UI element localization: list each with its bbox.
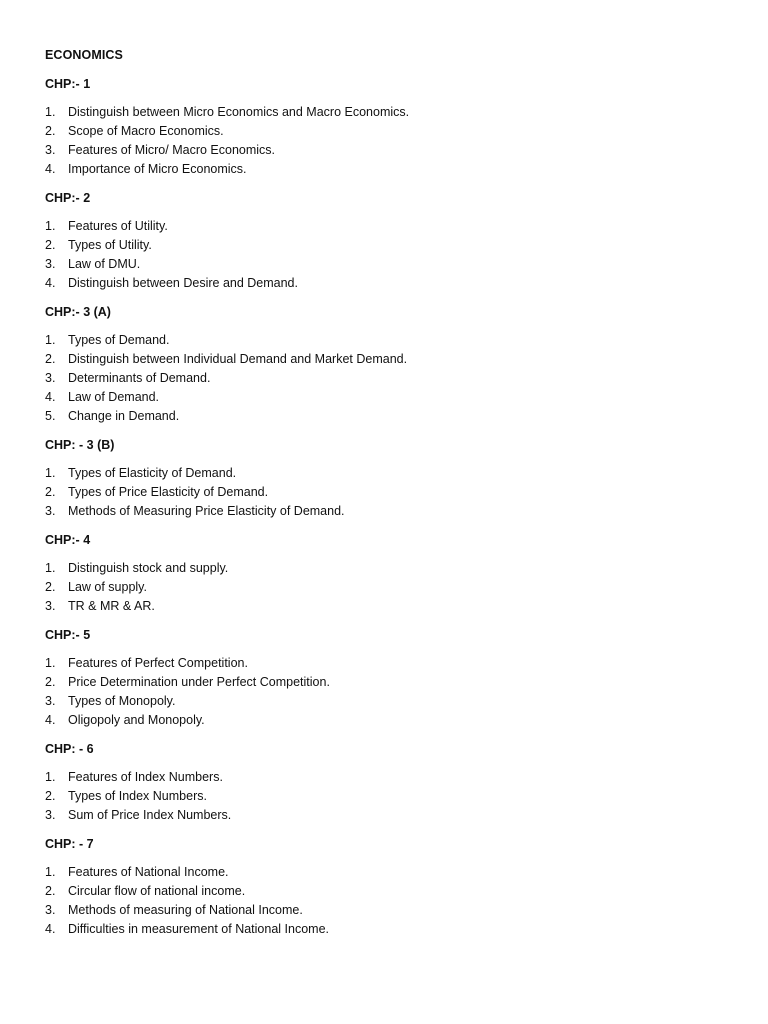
question-item <box>45 768 735 787</box>
question-text: Law of DMU. <box>68 257 141 271</box>
question-number: 1. <box>45 466 56 480</box>
question-number: 2. <box>45 884 56 898</box>
question-item <box>45 787 735 806</box>
question-text: Types of Demand. <box>68 333 170 347</box>
question-text: Distinguish between Individual Demand and Market Demand. <box>68 352 408 366</box>
question-text: Price Determination under Perfect Competition. <box>68 675 330 689</box>
chapter-section <box>45 303 735 426</box>
question-item <box>45 236 735 255</box>
chapter-heading: CHP:- 2 <box>45 191 91 205</box>
chapter-list <box>45 75 735 939</box>
question-text: Sum of Price Index Numbers. <box>68 808 232 822</box>
question-number: 2. <box>45 485 56 499</box>
question-number: 1. <box>45 770 56 784</box>
question-number: 4. <box>45 713 56 727</box>
question-text: Change in Demand. <box>68 409 180 423</box>
question-number: 1. <box>45 656 56 670</box>
question-item <box>45 597 735 616</box>
question-text: Types of Utility. <box>68 238 152 252</box>
question-number: 1. <box>45 105 56 119</box>
chapter-heading: CHP:- 4 <box>45 533 91 547</box>
question-number: 3. <box>45 694 56 708</box>
question-text: Features of Micro/ Macro Economics. <box>68 143 276 157</box>
chapter-heading: CHP: - 7 <box>45 837 94 851</box>
question-text: Features of Index Numbers. <box>68 770 223 784</box>
question-list <box>45 559 735 616</box>
question-text: Types of Monopoly. <box>68 694 176 708</box>
chapter-section <box>45 740 735 825</box>
chapter-section <box>45 531 735 616</box>
document-page <box>45 46 735 949</box>
chapter-section <box>45 189 735 293</box>
question-item <box>45 711 735 730</box>
question-number: 2. <box>45 789 56 803</box>
question-text: Law of Demand. <box>68 390 160 404</box>
chapter-heading: CHP: - 3 (B) <box>45 438 115 452</box>
question-text: Circular flow of national income. <box>68 884 246 898</box>
question-text: Features of National Income. <box>68 865 229 879</box>
question-number: 4. <box>45 390 56 404</box>
question-text: Difficulties in measurement of National Income. <box>68 922 329 936</box>
question-text: Distinguish between Desire and Demand. <box>68 276 298 290</box>
question-item <box>45 464 735 483</box>
question-text: Types of Index Numbers. <box>68 789 207 803</box>
question-number: 2. <box>45 580 56 594</box>
question-item <box>45 692 735 711</box>
chapter-heading: CHP: - 6 <box>45 742 94 756</box>
question-item <box>45 122 735 141</box>
question-number: 4. <box>45 162 56 176</box>
question-list <box>45 768 735 825</box>
document-title: ECONOMICS <box>45 48 123 62</box>
question-item <box>45 388 735 407</box>
question-item <box>45 920 735 939</box>
question-item <box>45 274 735 293</box>
question-number: 2. <box>45 352 56 366</box>
question-item <box>45 578 735 597</box>
question-item <box>45 882 735 901</box>
question-text: Importance of Micro Economics. <box>68 162 247 176</box>
question-text: Features of Utility. <box>68 219 168 233</box>
question-item <box>45 350 735 369</box>
question-list <box>45 103 735 179</box>
chapter-heading: CHP:- 5 <box>45 628 91 642</box>
question-text: Types of Price Elasticity of Demand. <box>68 485 269 499</box>
question-number: 2. <box>45 238 56 252</box>
chapter-section <box>45 835 735 939</box>
chapter-section <box>45 75 735 179</box>
question-list <box>45 654 735 730</box>
question-list <box>45 331 735 426</box>
question-number: 4. <box>45 276 56 290</box>
question-number: 3. <box>45 257 56 271</box>
question-text: Distinguish between Micro Economics and Macro Economics. <box>68 105 410 119</box>
question-text: Distinguish stock and supply. <box>68 561 229 575</box>
question-text: Methods of Measuring Price Elasticity of Demand. <box>68 504 345 518</box>
question-item <box>45 502 735 521</box>
question-number: 3. <box>45 143 56 157</box>
question-text: TR & MR & AR. <box>68 599 155 613</box>
question-item <box>45 407 735 426</box>
question-text: Scope of Macro Economics. <box>68 124 224 138</box>
question-number: 3. <box>45 599 56 613</box>
question-item <box>45 654 735 673</box>
question-number: 2. <box>45 675 56 689</box>
question-list <box>45 464 735 521</box>
question-list <box>45 217 735 293</box>
question-number: 1. <box>45 333 56 347</box>
question-text: Methods of measuring of National Income. <box>68 903 303 917</box>
question-item <box>45 483 735 502</box>
question-item <box>45 559 735 578</box>
question-item <box>45 160 735 179</box>
question-item <box>45 806 735 825</box>
question-item <box>45 255 735 274</box>
question-item <box>45 141 735 160</box>
question-item <box>45 863 735 882</box>
question-number: 1. <box>45 219 56 233</box>
question-number: 1. <box>45 865 56 879</box>
question-number: 4. <box>45 922 56 936</box>
question-item <box>45 217 735 236</box>
question-number: 3. <box>45 808 56 822</box>
question-number: 1. <box>45 561 56 575</box>
question-number: 5. <box>45 409 56 423</box>
question-item <box>45 103 735 122</box>
question-item <box>45 369 735 388</box>
chapter-section <box>45 436 735 521</box>
question-text: Oligopoly and Monopoly. <box>68 713 205 727</box>
chapter-heading: CHP:- 3 (A) <box>45 305 111 319</box>
question-number: 2. <box>45 124 56 138</box>
question-number: 3. <box>45 504 56 518</box>
chapter-section <box>45 626 735 730</box>
question-text: Types of Elasticity of Demand. <box>68 466 237 480</box>
question-list <box>45 863 735 939</box>
question-item <box>45 901 735 920</box>
question-text: Determinants of Demand. <box>68 371 211 385</box>
question-item <box>45 673 735 692</box>
question-text: Features of Perfect Competition. <box>68 656 248 670</box>
question-number: 3. <box>45 371 56 385</box>
question-number: 3. <box>45 903 56 917</box>
question-text: Law of supply. <box>68 580 147 594</box>
question-item <box>45 331 735 350</box>
chapter-heading: CHP:- 1 <box>45 77 91 91</box>
